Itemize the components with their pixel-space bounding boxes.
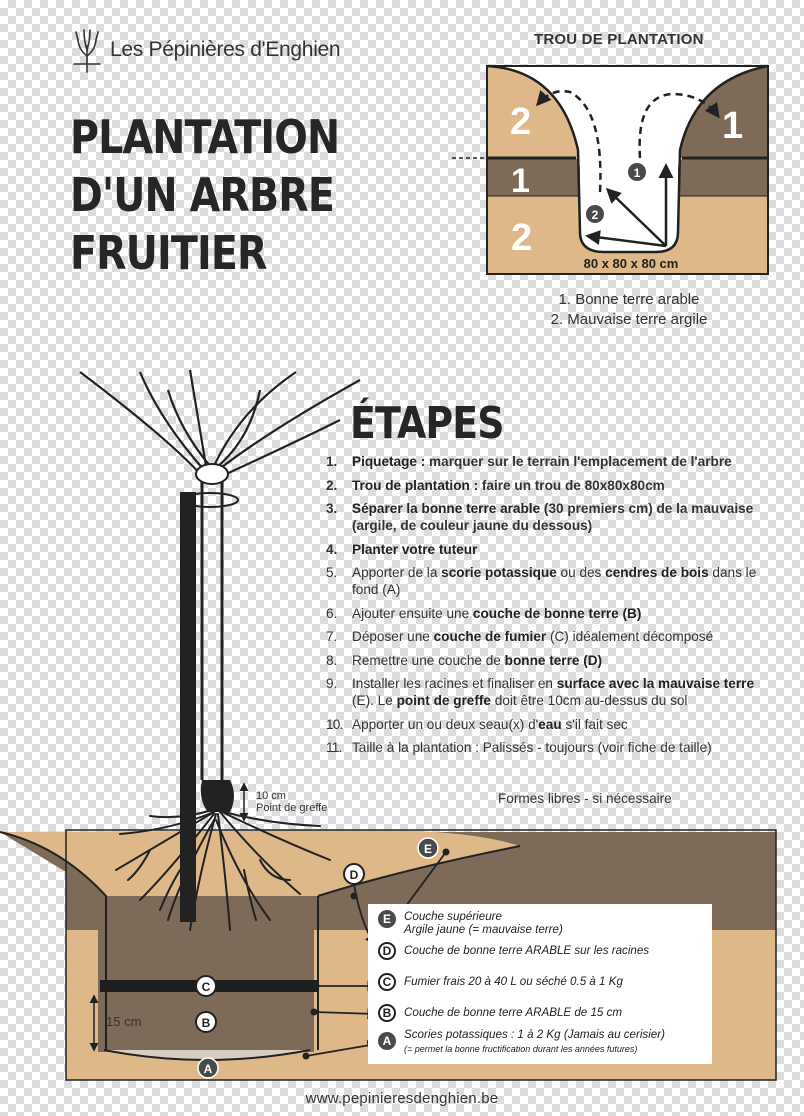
step-text: Remettre une couche de bonne terre (D) [352,652,603,668]
brand-name: Les Pépinières d'Enghien [110,38,341,61]
step-text: Ajouter ensuite une couche de bonne terre (B) [352,605,642,621]
marker-e [418,838,438,858]
steps-list [326,453,774,763]
step-11-continued: Formes libres - si nécessaire [498,791,672,806]
step-number: 8. [326,652,338,668]
legend-item-2: 2. Mauvaise terre argile [550,311,708,328]
layer-subtext: Argile jaune (= mauvaise terre) [404,923,563,936]
step-text: Planter votre tuteur [352,541,478,557]
graft-label: Point de greffe [256,802,328,814]
layer-text: Fumier frais 20 à 40 L ou séché 0.5 à 1 Kg [404,975,623,988]
marker-a [198,1058,218,1078]
steps-title: ÉTAPES [350,398,504,449]
step-text: Trou de plantation : faire un trou de 80x80x80cm [352,477,665,493]
layer-badge: E [378,910,396,928]
step-number: 1. [326,454,338,469]
hole-label-top-left: 2 [510,101,532,143]
step-number: 7. [326,629,338,644]
step-item [326,628,774,645]
layer-item-b [378,1004,622,1022]
step-item [326,652,774,669]
legend-item-1: 1. Bonne terre arable [558,291,700,308]
website-url: www.pepinieresdenghien.be [305,1090,499,1107]
step-item [326,605,774,622]
graft-height: 10 cm [256,790,286,802]
layer-badge: C [378,973,396,991]
step-text: Apporter un ou deux seau(x) d'eau s'il fait sec [352,716,628,732]
marker-d [344,864,364,884]
layer-subtext: (= permet la bonne fructification durant les années futures) [404,1044,638,1054]
step-number: 2. [326,477,338,493]
trunk [202,476,222,780]
layer-badge: A [378,1032,396,1050]
hole-dimensions: 80 x 80 x 80 cm [583,256,679,271]
title-line-1: PLANTATION [70,110,340,164]
planting-hole-diagram [450,60,780,280]
svg-text:C: C [201,980,211,994]
layer-item-a [378,1028,665,1054]
step-item [326,739,774,756]
title-line-3: FRUITIER [70,226,267,280]
step-number: 4. [326,541,338,557]
layer-text: Scories potassiques : 1 à 2 Kg (Jamais au cerisier) [404,1028,665,1041]
graft-point [201,780,234,812]
page-title [70,108,339,282]
step-text: Déposer une couche de fumier (C) idéalement décomposé [352,629,714,644]
step-item [326,500,774,534]
step-number: 10. [326,716,343,732]
brand-logo [72,26,340,74]
layer-item-c [378,973,623,991]
branches [80,370,360,476]
graft-annotation [256,790,327,814]
title-line-2: D'UN ARBRE [70,168,335,222]
step-item [326,541,774,558]
hole-topsoil-right [678,158,768,196]
depth-label: 15 cm [106,1014,142,1029]
step-item [326,453,774,470]
hole-legend [520,290,738,330]
svg-text:E: E [423,842,433,856]
hole-label-top-right: 1 [722,105,744,147]
hole-title: TROU DE PLANTATION [534,31,704,48]
step-number: 11. [326,740,342,755]
hole-marker-1: 1 [633,166,641,180]
step-text: Séparer la bonne terre arable (30 premiers cm) de la mauvaise (argile, de couleur jaune du dessous) [352,501,754,533]
step-text: Piquetage : marquer sur le terrain l'emplacement de l'arbre [352,454,732,469]
svg-text:D: D [349,868,359,882]
marker-c [196,976,216,996]
svg-text:A: A [203,1062,213,1076]
step-item [326,564,774,598]
step-number: 5. [326,565,338,580]
hole-label-bottom-left: 2 [511,217,533,259]
svg-text:B: B [201,1016,211,1030]
layer-text: Couche de bonne terre ARABLE de 15 cm [404,1006,623,1019]
step-item [326,477,774,494]
step-number: 3. [326,501,338,516]
layer-item-e [378,910,563,936]
layer-badge: B [378,1004,396,1022]
layer-text: Couche supérieure [404,910,502,923]
step-item [326,716,774,733]
layer-badge: D [378,942,396,960]
step-number: 6. [326,605,338,621]
step-text: Taille à la plantation : Palissés - toujours (voir fiche de taille) [352,740,712,755]
hole-label-mid-left: 1 [511,162,530,200]
marker-b [196,1012,216,1032]
hole-topsoil-left [487,158,580,196]
step-number: 9. [326,676,338,691]
hole-marker-2: 2 [591,208,599,222]
layer-text: Couche de bonne terre ARABLE sur les racines [404,944,650,957]
step-text: Installer les racines et finaliser en surface avec la mauvaise terre (E). Le point de greffe doit être 10cm au-dessus du sol [352,676,755,708]
layer-item-d [378,942,649,960]
tree-logo-icon [72,26,102,74]
layers-legend [368,904,712,1064]
step-item [326,675,774,709]
step-text: Apporter de la scorie potassique ou des cendres de bois dans le fond (A) [352,565,757,597]
